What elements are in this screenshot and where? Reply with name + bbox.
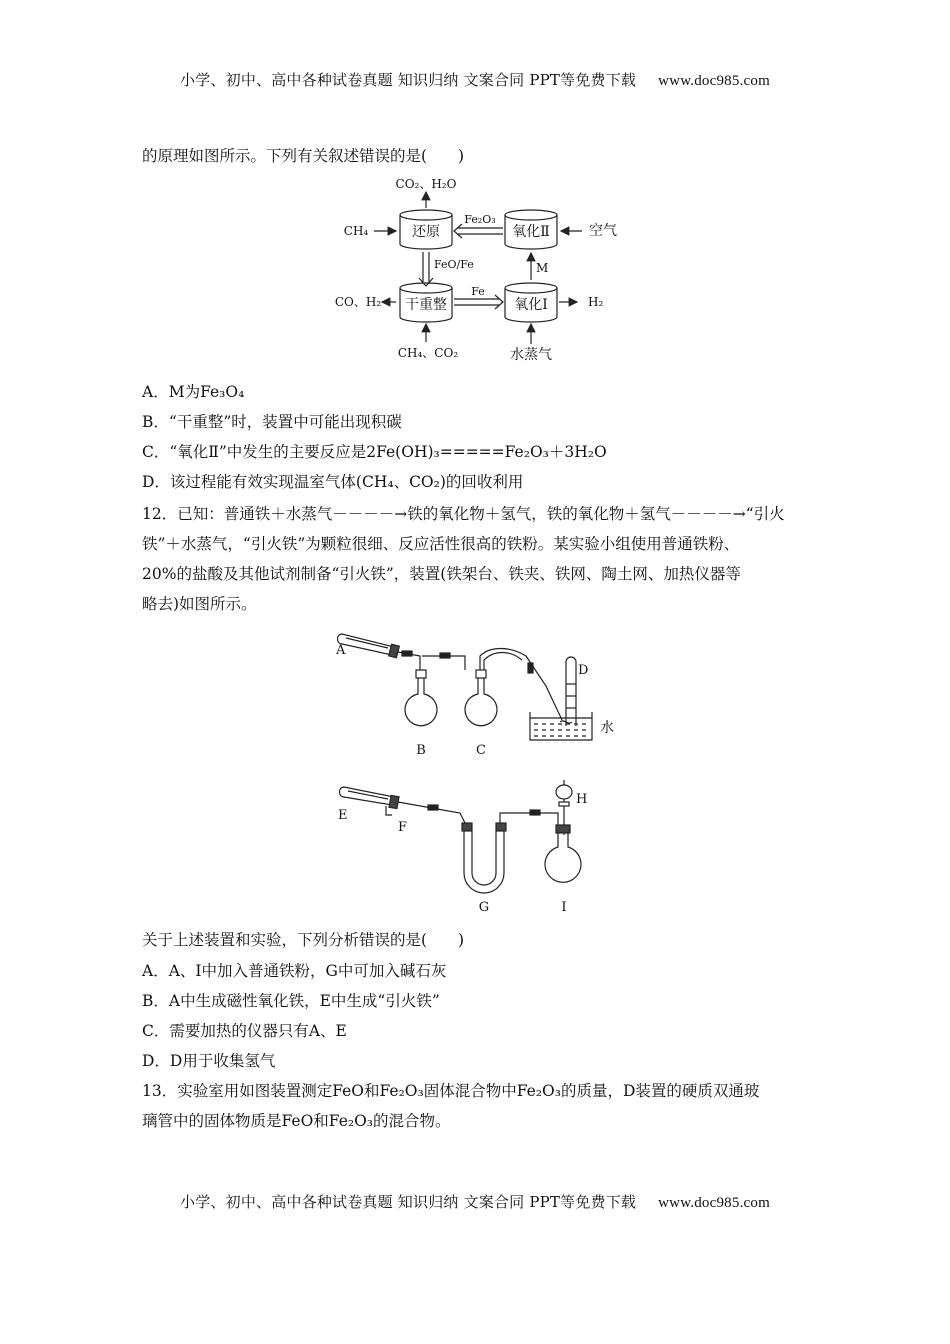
footer-site: www.doc985.com [658,1195,770,1211]
label-co-h2: CO、H₂ [334,295,382,309]
label-a: A [336,643,346,658]
label-co2-h2o: CO₂、H₂O [395,177,457,191]
q11-cycle-diagram [330,172,630,367]
q13-line-2: 璃管中的固体物质是FeO和Fe₂O₃的混合物。 [142,1112,451,1130]
q11-option-d: D．该过程能有效实现温室气体(CH₄、CO₂)的回收利用 [142,473,524,491]
label-f: F [398,820,408,835]
label-steam: 水蒸气 [510,347,552,363]
page-header [0,69,950,90]
q11-option-c: C．“氧化Ⅱ”中发生的主要反应是2Fe(OH)₃=====Fe₂O₃＋3H₂O [142,443,607,461]
label-oxid1: 氧化Ⅰ [514,297,548,313]
q12-line-3: 20%的盐酸及其他试剂制备“引火铁”，装置(铁架台、铁夹、铁网、陶土网、加热仪器等 [142,565,741,583]
label-c: C [476,743,486,758]
page-footer [0,1191,950,1212]
label-b: B [416,743,426,758]
apparatus-2 [330,775,630,917]
label-dry: 干重整 [405,297,447,313]
q12-option-a: A．A、I中加入普通铁粉，G中可加入碱石灰 [142,962,447,980]
label-d: D [578,663,589,678]
header-text: 小学、初中、高中各种试卷真题 知识归纳 文案合同 PPT等免费下载 [180,71,637,89]
label-water: 水 [600,720,614,736]
label-ch4: CH₄ [343,224,369,238]
q12-line-2: 铁”＋水蒸气，“引火铁”为颗粒很细、反应活性很高的铁粉。某实验小组使用普通铁粉、 [142,535,740,553]
q12-line-1: 12．已知：普通铁＋水蒸气－－－－→铁的氧化物＋氢气，铁的氧化物＋氢气－－－－→“引火 [142,505,785,523]
label-oxid2: 氧化Ⅱ [512,224,550,240]
q12-option-d: D．D用于收集氢气 [142,1052,276,1070]
q12-option-b: B．A中生成磁性氧化铁，E中生成“引火铁” [142,992,440,1010]
label-e: E [338,808,348,823]
label-fe2o3: Fe₂O₃ [464,213,496,226]
q11-stem: 的原理如图所示。下列有关叙述错误的是( ) [142,147,465,165]
label-h2: H₂ [588,295,604,309]
label-ch4-co2: CH₄、CO₂ [397,346,459,360]
apparatus-1 [330,622,630,762]
footer-text: 小学、初中、高中各种试卷真题 知识归纳 文案合同 PPT等免费下载 [180,1193,637,1211]
q12-option-c: C．需要加热的仪器只有A、E [142,1022,347,1040]
q11-option-a: A．M为Fe₃O₄ [142,383,245,401]
label-g: G [478,900,490,915]
label-air: 空气 [589,223,617,239]
header-site: www.doc985.com [658,73,770,89]
label-reduce: 还原 [412,224,440,240]
q12-question: 关于上述装置和实验，下列分析错误的是( ) [142,931,465,949]
label-fe: Fe [471,285,485,298]
label-i: I [561,900,567,915]
q11-option-b: B．“干重整”时，装置中可能出现积碳 [142,413,402,431]
q12-line-4: 略去)如图所示。 [142,595,257,613]
q13-line-1: 13．实验室用如图装置测定FeO和Fe₂O₃固体混合物中Fe₂O₃的质量，D装置的硬质双通玻 [142,1082,760,1100]
label-m: M [536,261,549,275]
label-feo-fe: FeO/Fe [434,258,474,271]
label-h: H [576,792,588,807]
